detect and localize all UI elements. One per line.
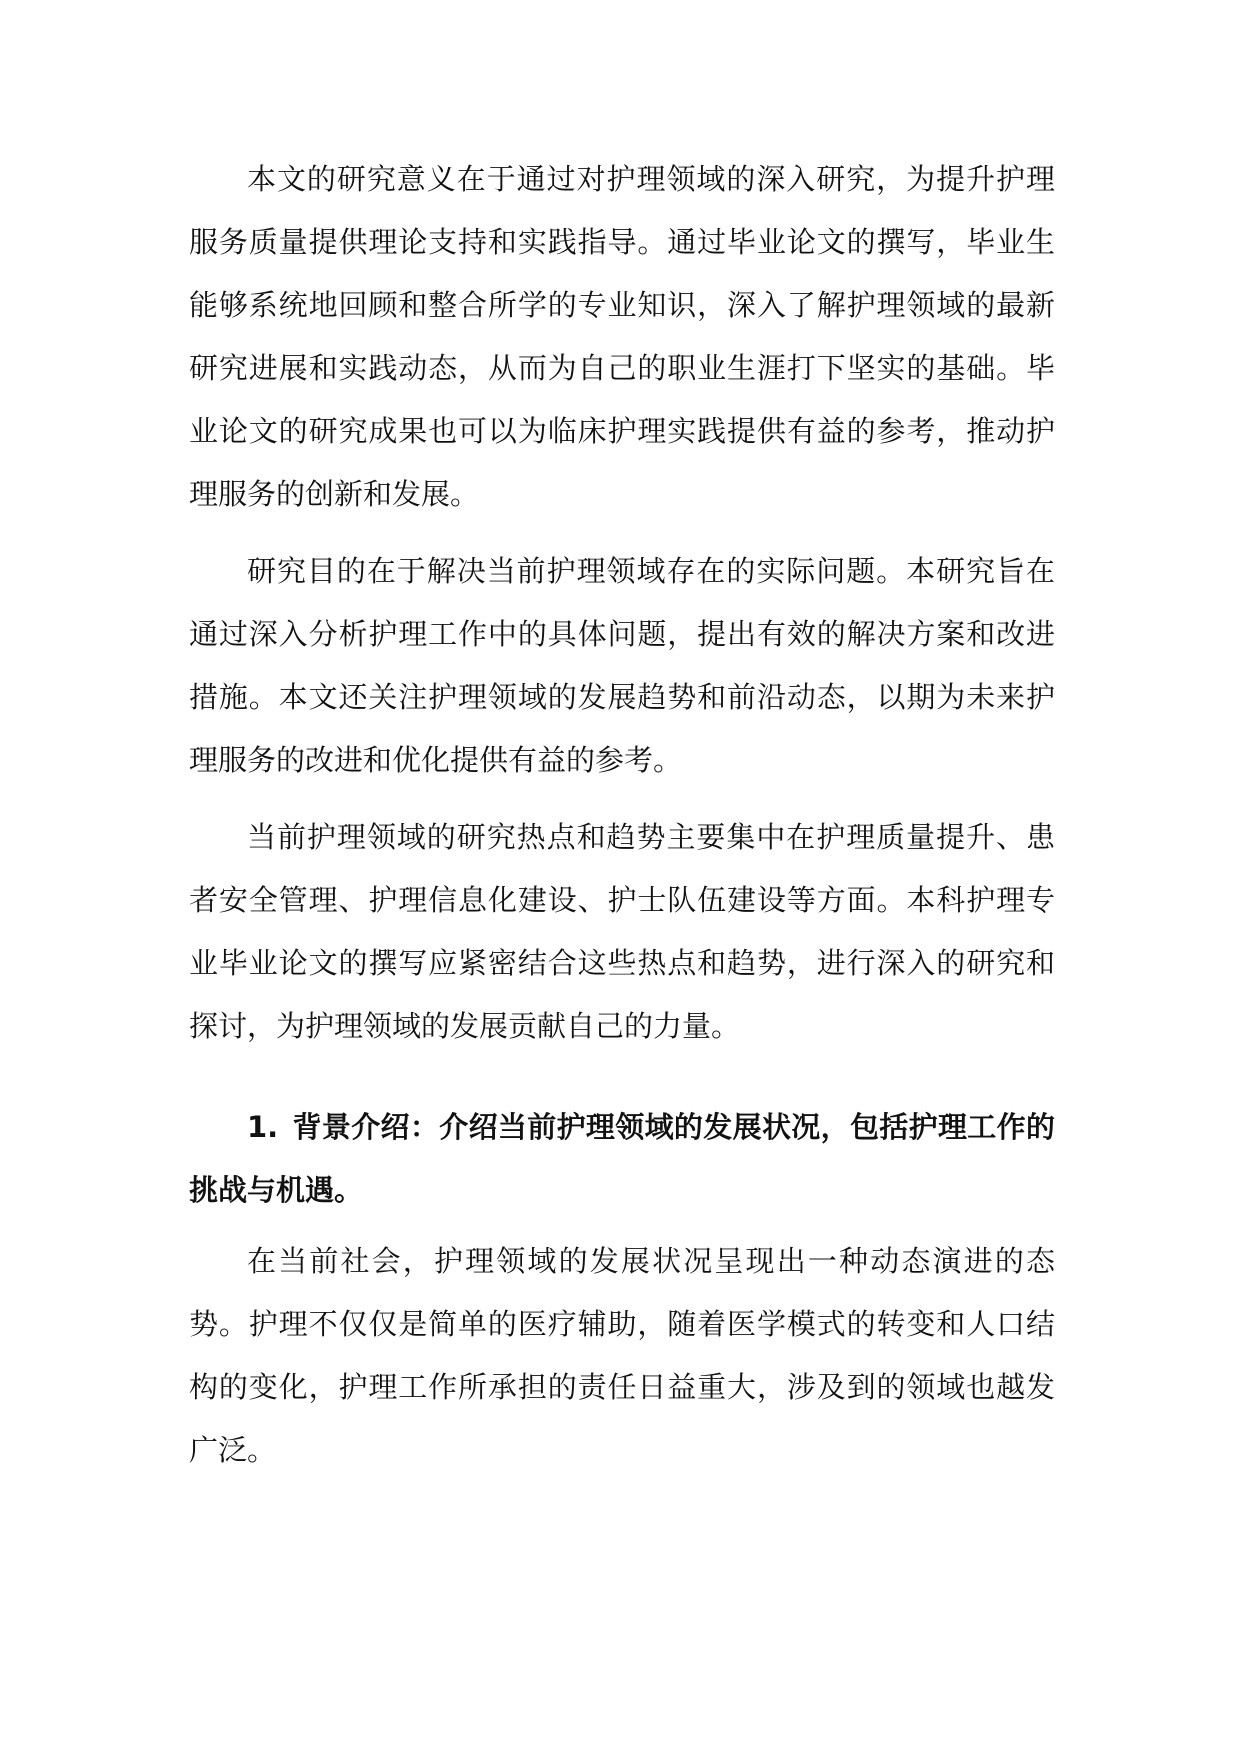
paragraph-research-trends: 当前护理领域的研究热点和趋势主要集中在护理质量提升、患者安全管理、护理信息化建设、护士队伍建设等方面。本科护理专业毕业论文的撰写应紧密结合这些热点和趋势，进行深入的研究和探讨，为护理领域的发展贡献自己的力量。 bbox=[189, 820, 1055, 1043]
paragraph-research-purpose: 研究目的在于解决当前护理领域存在的实际问题。本研究旨在通过深入分析护理工作中的具体问题，提出有效的解决方案和改进措施。本文还关注护理领域的发展趋势和前沿动态，以期为未来护理服务的改进和优化提供有益的参考。 bbox=[189, 554, 1055, 777]
paragraph-research-significance: 本文的研究意义在于通过对护理领域的深入研究，为提升护理服务质量提供理论支持和实践指导。通过毕业论文的撰写，毕业生能够系统地回顾和整合所学的专业知识，深入了解护理领域的最新研究进展和实践动态，从而为自己的职业生涯打下坚实的基础。毕业论文的研究成果也可以为临床护理实践提供有益的参考，推动护理服务的创新和发展。 bbox=[189, 162, 1055, 511]
section-heading bbox=[189, 1096, 1055, 1222]
paragraph-background: 在当前社会，护理领域的发展状况呈现出一种动态演进的态势。护理不仅仅是简单的医疗辅助，随着医学模式的转变和人口结构的变化，护理工作所承担的责任日益重大，涉及到的领域也越发广泛。 bbox=[189, 1244, 1055, 1467]
document-page bbox=[189, 148, 1055, 1496]
section-number: 1. bbox=[247, 1110, 279, 1144]
section-heading-text: 背景介绍：介绍当前护理领域的发展状况，包括护理工作的挑战与机遇。 bbox=[189, 1110, 1055, 1207]
